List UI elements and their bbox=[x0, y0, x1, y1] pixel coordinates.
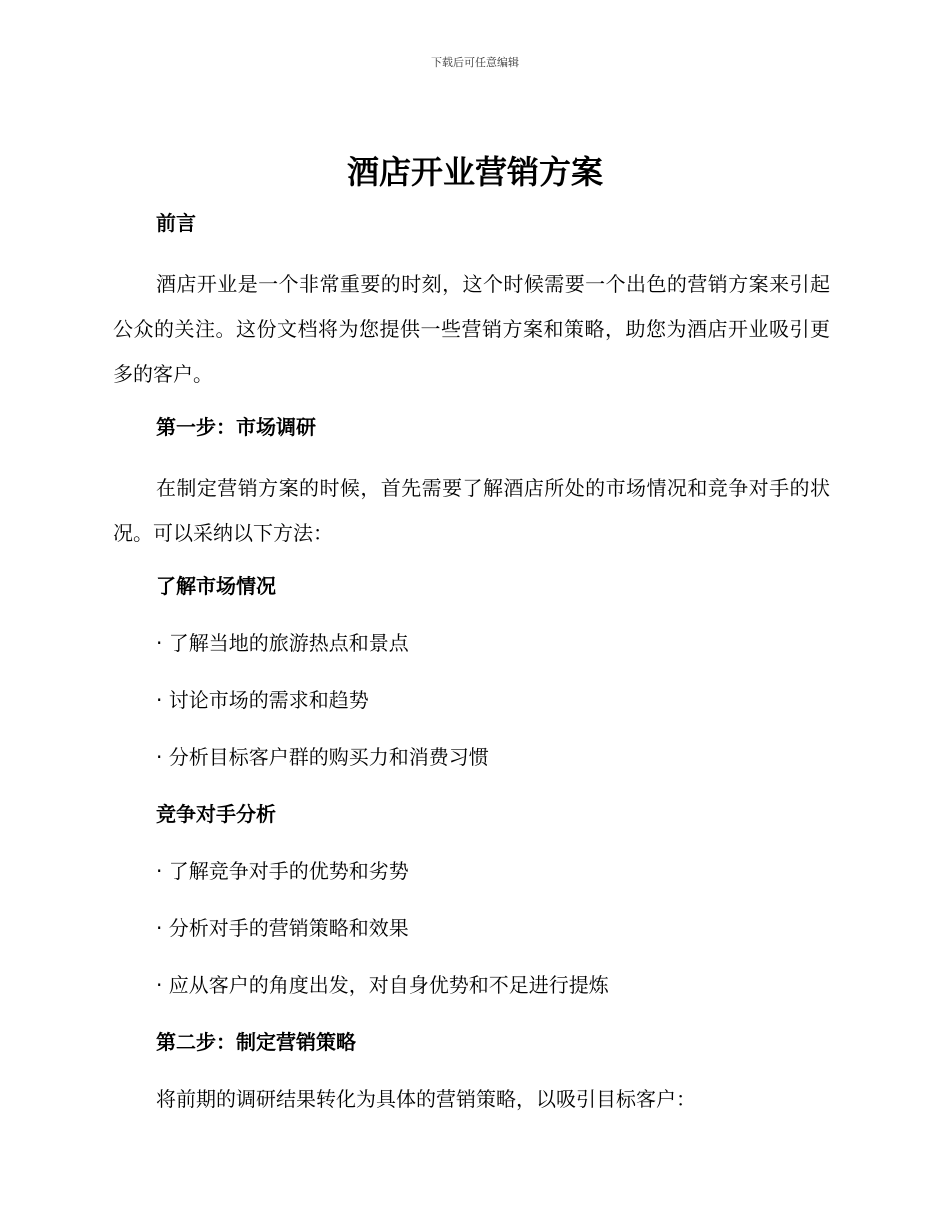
preface-heading: 前言 bbox=[156, 211, 196, 235]
preface-paragraph: 酒店开业是一个非常重要的时刻，这个时候需要一个出色的营销方案来引起公众的关注。这份文档将为您提供一些营销方案和策略，助您为酒店开业吸引更多的客户。 bbox=[113, 272, 830, 386]
document-body bbox=[113, 205, 830, 1138]
page-header-note: 下载后可任意编辑 bbox=[431, 56, 519, 69]
competitor-item: · 分析对手的营销策略和效果 bbox=[156, 916, 409, 940]
step1-paragraph: 在制定营销方案的时候，首先需要了解酒店所处的市场情况和竞争对手的状况。可以采纳以下方法： bbox=[113, 476, 830, 545]
market-item: · 讨论市场的需求和趋势 bbox=[156, 688, 369, 712]
market-heading: 了解市场情况 bbox=[156, 574, 276, 598]
market-item: · 了解当地的旅游热点和景点 bbox=[156, 631, 409, 655]
competitor-item: · 应从客户的角度出发，对自身优势和不足进行提炼 bbox=[156, 973, 609, 997]
competitor-heading: 竞争对手分析 bbox=[156, 802, 276, 826]
step1-heading: 第一步：市场调研 bbox=[156, 415, 316, 439]
market-item: · 分析目标客户群的购买力和消费习惯 bbox=[156, 745, 489, 769]
step2-paragraph: 将前期的调研结果转化为具体的营销策略，以吸引目标客户： bbox=[156, 1087, 696, 1111]
competitor-item: · 了解竞争对手的优势和劣势 bbox=[156, 859, 409, 883]
document-title: 酒店开业营销方案 bbox=[346, 153, 603, 191]
step2-heading: 第二步：制定营销策略 bbox=[156, 1030, 356, 1054]
